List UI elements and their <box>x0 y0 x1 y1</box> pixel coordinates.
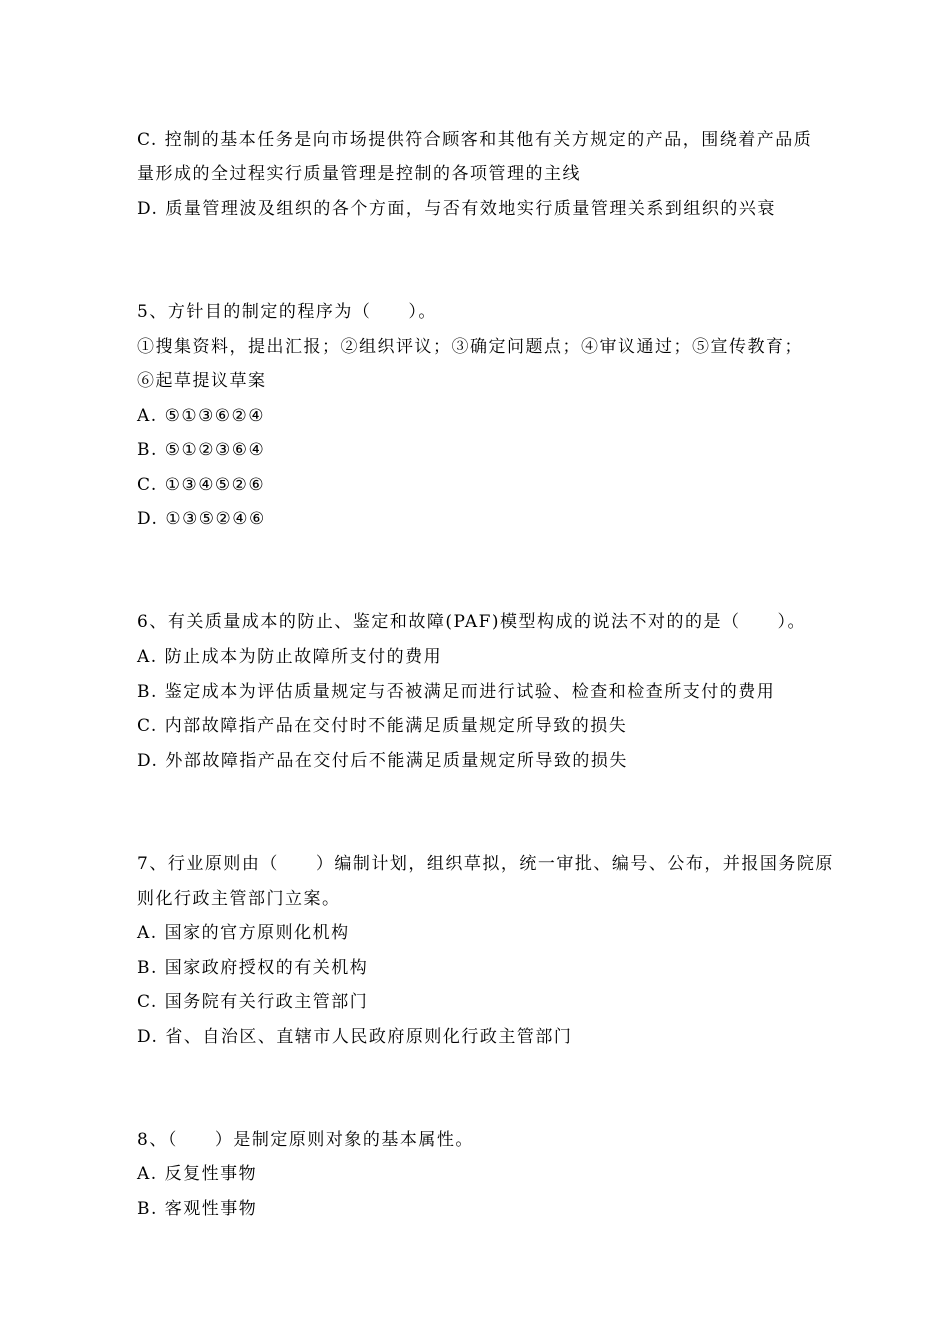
q7-option-d: D. 省、自治区、直辖市人民政府原则化行政主管部门 <box>137 1027 573 1047</box>
q7-stem-line1: 7、行业原则由（ ）编制计划，组织草拟，统一审批、编号、公布，并报国务院原 <box>137 854 834 874</box>
q6-option-a: A. 防止成本为防止故障所支付的费用 <box>137 647 443 667</box>
q5-option-a: A. ⑤①③⑥②④ <box>137 406 266 426</box>
q8-option-b: B. 客观性事物 <box>137 1199 258 1219</box>
q6-option-b: B. 鉴定成本为评估质量规定与否被满足而进行试验、检查和检查所支付的费用 <box>137 682 776 702</box>
q4-option-c-line2: 量形成的全过程实行质量管理是控制的各项管理的主线 <box>137 164 581 184</box>
q4-option-c-line1: C. 控制的基本任务是向市场提供符合顾客和其他有关方规定的产品，围绕着产品质 <box>137 130 813 150</box>
q5-steps-line1: ①搜集资料，提出汇报；②组织评议；③确定问题点；④审议通过；⑤宣传教育； <box>137 337 803 357</box>
q5-steps-line2: ⑥起草提议草案 <box>137 371 267 391</box>
q6-stem: 6、有关质量成本的防止、鉴定和故障(PAF)模型构成的说法不对的的是（ ）。 <box>137 612 807 632</box>
q8-option-a: A. 反复性事物 <box>137 1164 258 1184</box>
q5-option-b: B. ⑤①②③⑥④ <box>137 440 266 460</box>
q7-stem-line2: 则化行政主管部门立案。 <box>137 889 341 909</box>
q5-option-c: C. ①③④⑤②⑥ <box>137 475 266 495</box>
q8-stem: 8、（ ）是制定原则对象的基本属性。 <box>137 1130 474 1150</box>
q5-stem: 5、方针目的制定的程序为（ ）。 <box>137 302 437 322</box>
q7-option-a: A. 国家的官方原则化机构 <box>137 923 350 943</box>
q7-option-b: B. 国家政府授权的有关机构 <box>137 958 369 978</box>
q7-option-c: C. 国务院有关行政主管部门 <box>137 992 369 1012</box>
q6-option-c: C. 内部故障指产品在交付时不能满足质量规定所导致的损失 <box>137 716 628 736</box>
q6-option-d: D. 外部故障指产品在交付后不能满足质量规定所导致的损失 <box>137 751 628 771</box>
q5-option-d: D. ①③⑤②④⑥ <box>137 509 266 529</box>
q4-option-d: D. 质量管理波及组织的各个方面，与否有效地实行质量管理关系到组织的兴衰 <box>137 199 776 219</box>
